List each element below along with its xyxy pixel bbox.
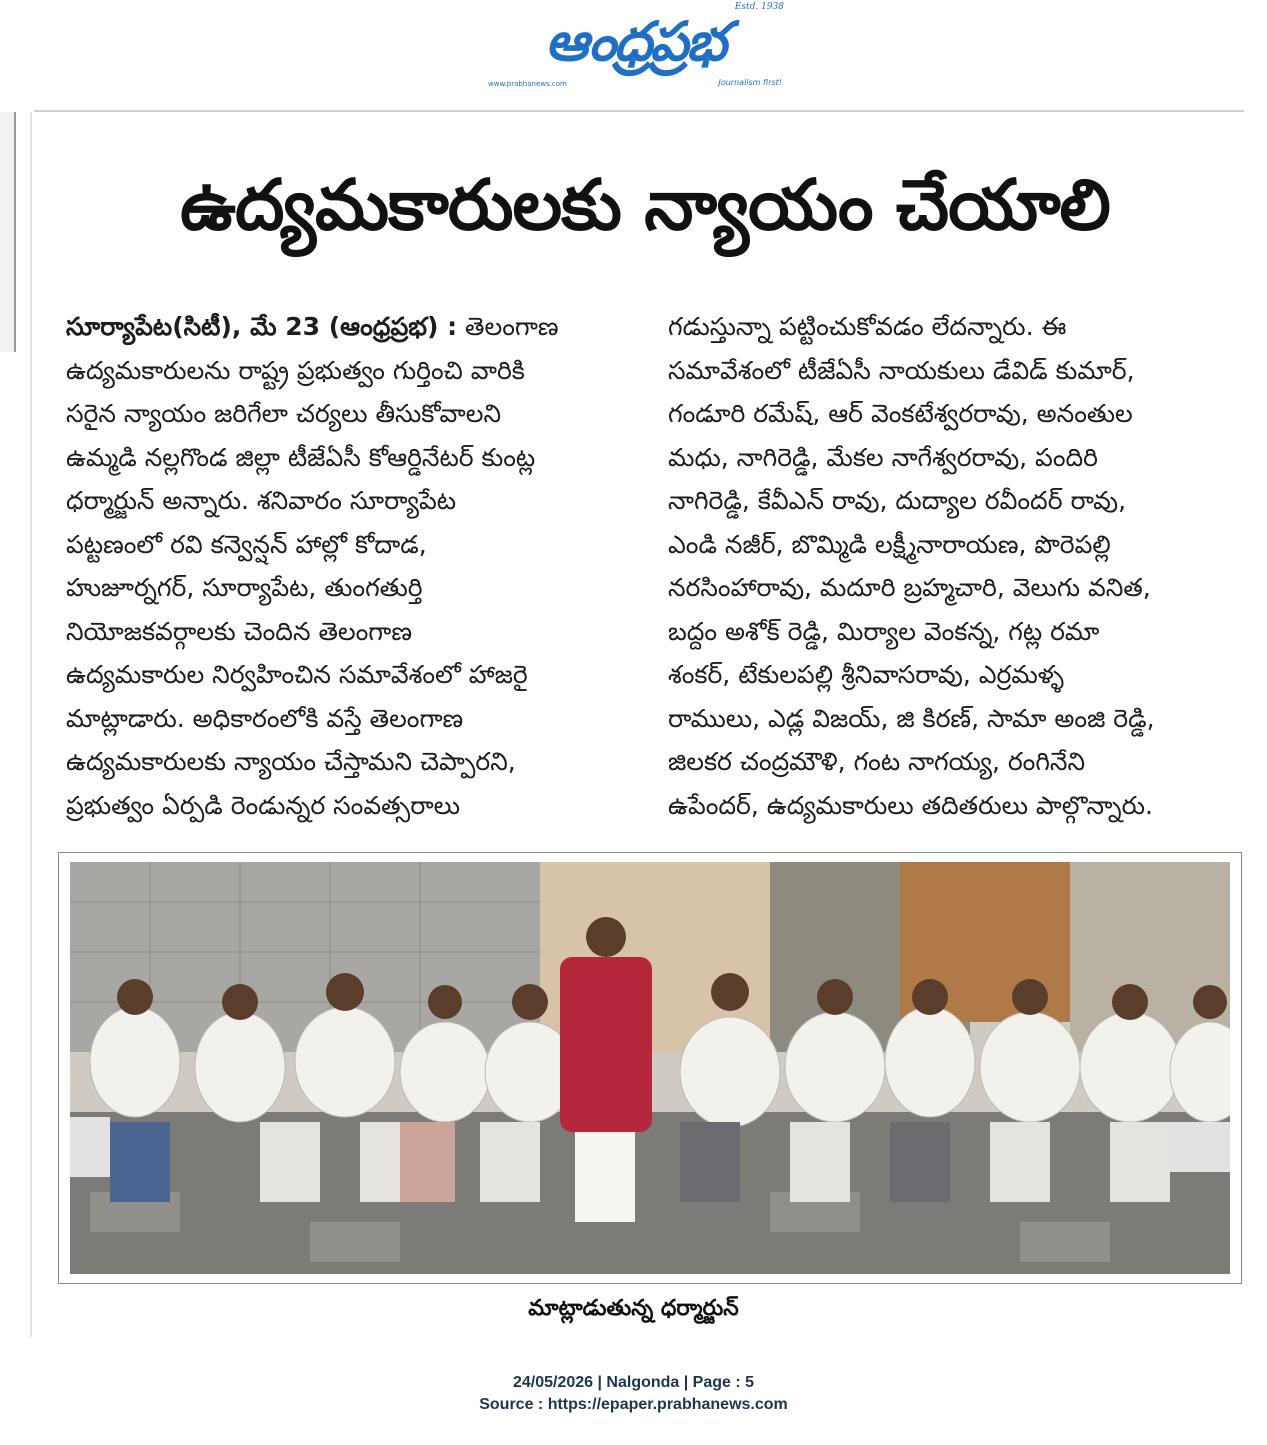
logo-estd: Estd. 1938 bbox=[734, 2, 784, 12]
article-line: ఎండి నజీర్, బొమ్మిడి లక్ష్మీనారాయణ, పొరెపల్లి bbox=[668, 529, 1111, 559]
article-line: ఉద్యమకారులకు న్యాయం చేస్తామని చెప్పారని, bbox=[66, 747, 516, 776]
news-photo bbox=[70, 862, 1230, 1274]
logo-wordmark: ఆంధ్రప్రభ bbox=[545, 10, 725, 73]
page-footer bbox=[0, 1372, 1267, 1416]
article-headline: ఉద్యమకారులకు న్యాయం చేయాలి bbox=[180, 164, 1110, 246]
article-line: నరసింహారావు, మదూరి బ్రహ్మచారి, వెలుగు వనిత, bbox=[668, 573, 1151, 602]
article-line: ఉద్యమకారులను రాష్ట్ర ప్రభుత్వం గుర్తించి వారికి bbox=[66, 355, 525, 385]
clip-left-edge bbox=[0, 112, 16, 352]
photo-caption: మాట్లాడుతున్న ధర్మార్జున్ bbox=[528, 1296, 739, 1321]
article-line: గండూరి రమేష్, ఆర్ వెంకటేశ్వరరావు, అనంతుల bbox=[668, 399, 1133, 428]
article-line: సమావేశంలో టీజేఏసీ నాయకులు డేవిడ్ కుమార్, bbox=[668, 355, 1135, 385]
clip-left-rule bbox=[30, 112, 32, 1337]
masthead-logo bbox=[480, 4, 790, 90]
edition-line: 24/05/2026 | Nalgonda | Page : 5 bbox=[512, 1374, 755, 1391]
article-line: ప్రభుత్వం ఏర్పడి రెండున్నర సంవత్సరాలు bbox=[66, 790, 460, 820]
article-line: మాట్లాడారు. అధికారంలోకి వస్తే తెలంగాణ bbox=[66, 703, 464, 733]
article-line: ఉపేందర్, ఉద్యమకారులు తదితరులు పాల్గొన్నారు. bbox=[668, 790, 1153, 820]
article-line: నాగిరెడ్డి, కేవీఎన్ రావు, దుద్యాల రవీందర్ రావు, bbox=[668, 486, 1127, 515]
group-photo-illustration bbox=[70, 862, 1230, 1274]
article-line: నియోజకవర్గాలకు చెందిన తెలంగాణ bbox=[66, 616, 412, 646]
clip-top-rule bbox=[34, 110, 1244, 112]
source-line: Source : https://epaper.prabhanews.com bbox=[479, 1396, 788, 1413]
logo-tagline: Journalism first! bbox=[718, 78, 782, 87]
article-line: పట్టణంలో రవి కన్వెన్షన్ హాల్లో కోదాడ, bbox=[66, 529, 427, 559]
article-column-right bbox=[668, 305, 1248, 827]
article-line: సరైన న్యాయం జరిగేలా చర్యలు తీసుకోవాలని bbox=[66, 399, 502, 428]
article-line: శంకర్, టేకులపల్లి శ్రీనివాసరావు, ఎర్రమళ్ళ bbox=[668, 660, 1065, 689]
article-line: జిలకర చంద్రమౌళి, గంట నాగయ్య, రంగినేని bbox=[668, 747, 1086, 776]
article-line: హుజూర్నగర్, సూర్యాపేట, తుంగతుర్తి bbox=[66, 573, 423, 602]
article-dateline: సూర్యాపేట(సిటీ), మే 23 (ఆంధ్రప్రభ) : bbox=[66, 312, 458, 341]
article-line: ధర్మార్జున్ అన్నారు. శనివారం సూర్యాపేట bbox=[66, 486, 457, 515]
article-line: ఉద్యమకారుల నిర్వహించిన సమావేశంలో హాజరై bbox=[66, 660, 528, 689]
article-line: గడుస్తున్నా పట్టించుకోవడం లేదన్నారు. ఈ bbox=[668, 312, 1067, 341]
article-line: మధు, నాగిరెడ్డి, మేకల నాగేశ్వరరావు, పందిరి bbox=[668, 442, 1098, 472]
article-line: ఉమ్మడి నల్లగొండ జిల్లా టీజేఏసీ కోఆర్డినేటర్ కుంట్ల bbox=[66, 442, 536, 472]
article-line: బద్దం అశోక్ రెడ్డి, మిర్యాల వెంకన్న, గట్ల రమా bbox=[668, 616, 1100, 646]
article-line: రాములు, ఎడ్ల విజయ్, జి కిరణ్, సామా అంజి రెడ్డి, bbox=[668, 703, 1155, 733]
article-line: సూర్యాపేట(సిటీ), మే 23 (ఆంధ్రప్రభ) : తెలంగాణ bbox=[66, 312, 559, 341]
logo-url: www.prabhanews.com bbox=[488, 80, 567, 88]
article-column-left bbox=[66, 305, 626, 827]
